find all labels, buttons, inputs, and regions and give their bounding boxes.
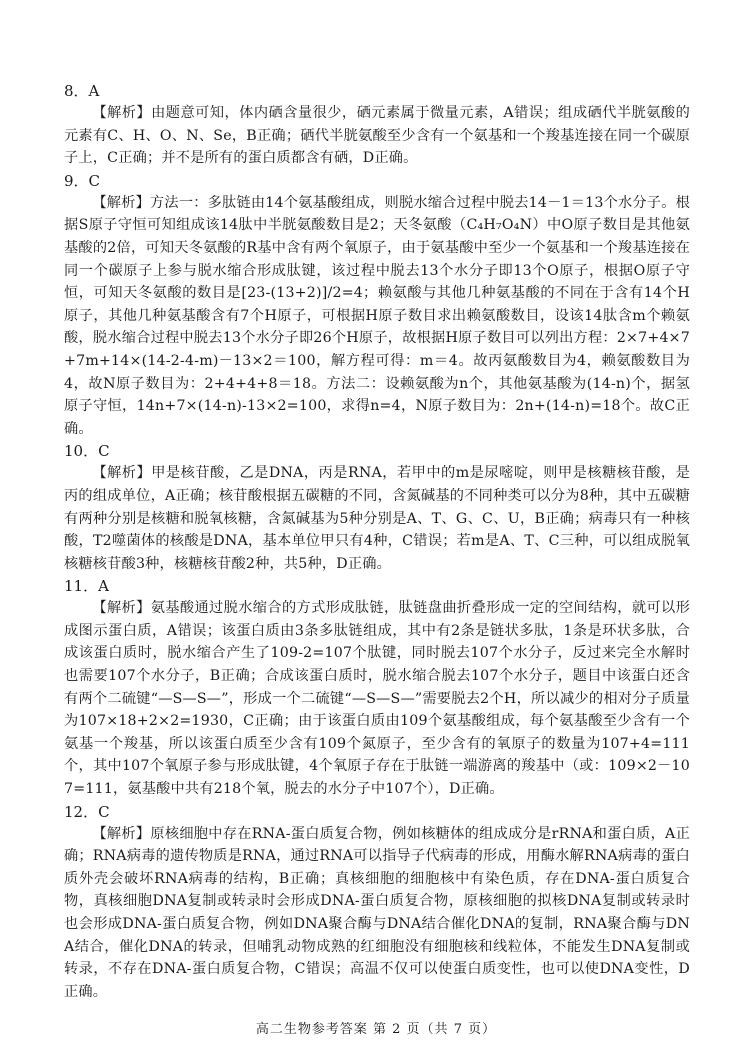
question-9-number: 9．C <box>64 171 101 190</box>
question-12-analysis: 【解析】原核细胞中存在RNA-蛋白质复合物，例如核糖体的组成成分是rRNA和蛋白质，A正确；RNA病毒的遗传物质是RNA，通过RNA可以指导子代病毒的形成，用酶水解RNA病毒的蛋白质外壳会破坏RNA病毒的结构，B正确；真核细胞的细胞核中有染色质，存在DNA-蛋白质复合物，真核细胞DNA复制或转录时会形成DNA-蛋白质复合物，原核细胞的拟核DNA复制或转录时也会形成DNA-蛋白质复合物，例如DNA聚合酶与DNA结合催化DNA的复制，RNA聚合酶与DNA结合，催化DNA的转录，但哺乳动物成熟的红细胞没有细胞核和线粒体，不能发生DNA复制或转录，不存在DNA-蛋白质复合物，C错误；高温不仅可以使蛋白质变性，也可以使DNA变性，D正确。 <box>64 825 690 1000</box>
question-9-analysis: 【解析】方法一：多肽链由14个氨基酸组成，则脱水缩合过程中脱去14－1＝13个水分子。根据S原子守恒可知组成该14肽中半胱氨酸数目是2；天冬氨酸（C₄H₇O₄N）中O原子数目是其他氨基酸的2倍，可知天冬氨酸的R基中含有两个氧原子，由于氨基酸中至少一个氨基和一个羧基连接在同一个碳原子上参与脱水缩合形成肽键，该过程中脱去13个水分子即13个O原子，根据O原子守恒，可知天冬氨酸的数目是[23-(13+2)]/2=4；赖氨酸与其他几种氨基酸的不同在于含有14个H原子，其他几种氨基酸含有7个H原子，可根据H原子数目求出赖氨酸数目，设该14肽含m个赖氨酸，脱水缩合过程中脱去13个水分子即26个H原子，故根据H原子数目可以列出方程：2×7+4×7+7m+14×(14-2-4-m)－13×2＝100，解方程可得：m＝4。故丙氨酸数目为4，赖氨酸数目为4，故N原子数目为：2+4+4+8＝18。方法二：设赖氨酸为n个，其他氨基酸为(14-n)个，据氢原子守恒，14n+7×(14-n)-13×2=100，求得n=4，N原子数目为：2n+(14-n)=18个。故C正确。 <box>64 194 690 437</box>
question-11-analysis: 【解析】氨基酸通过脱水缩合的方式形成肽链，肽链盘曲折叠形成一定的空间结构，就可以形成图示蛋白质，A错误；该蛋白质由3条多肽链组成，其中有2条是链状多肽，1条是环状多肽，合成该蛋白质时，脱水缩合产生了109-2=107个肽键，同时脱去107个水分子，反过来完全水解时也需要107个水分子，B正确；合成该蛋白质时，脱水缩合脱去107个水分子，题目中该蛋白还含有两个二硫键“—S—S—”，形成一个二硫键“—S—S—”需要脱去2个H，所以减少的相对分子质量为107×18+2×2=1930，C正确；由于该蛋白质由109个氨基酸组成，每个氨基酸至少含有一个氨基一个羧基，所以该蛋白质至少含有109个氮原子，至少含有的氧原子的数量为107+4=111个，其中107个氧原子参与形成肽键，4个氧原子存在于肽链一端游离的羧基中（或：109×2－107=111，氨基酸中共有218个氧，脱去的水分子中107个），D正确。 <box>64 600 690 798</box>
question-10-number: 10．C <box>64 442 110 461</box>
question-8-analysis: 【解析】由题意可知，体内硒含量很少，硒元素属于微量元素，A错误；组成硒代半胱氨酸的元素有C、H、O、N、Se，B正确；硒代半胱氨酸至少含有一个氨基和一个羧基连接在同一个碳原子上，C正确；并不是所有的蛋白质都含有硒，D正确。 <box>64 105 690 167</box>
page-footer: 高二生物参考答案 第 2 页（共 7 页） <box>255 1022 497 1037</box>
answer-key-page <box>64 80 690 1003</box>
question-11-number: 11．A <box>64 577 109 596</box>
question-12-number: 12．C <box>64 802 110 821</box>
question-8-number: 8．A <box>64 82 100 100</box>
question-10-analysis: 【解析】甲是核苷酸，乙是DNA，丙是RNA，若甲中的m是尿嘧啶，则甲是核糖核苷酸，是丙的组成单位，A正确；核苷酸根据五碳糖的不同，含氮碱基的不同种类可以分为8种，其中五碳糖有两种分别是核糖和脱氧核糖，含氮碱基为5种分别是A、T、G、C、U，B正确；病毒只有一种核酸，T2噬菌体的核酸是DNA，基本单位甲只有4种，C错误；若m是A、T、C三种，可以组成脱氧核糖核苷酸3种，核糖核苷酸2种，共5种，D正确。 <box>64 465 690 572</box>
